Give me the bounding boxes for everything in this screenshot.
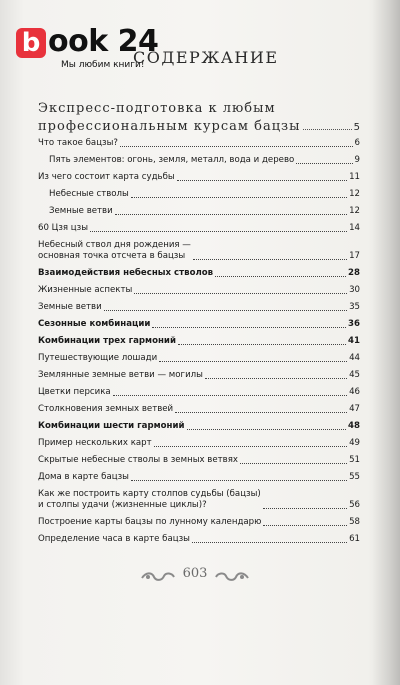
express-line2: профессиональным курсам бацзы — [38, 119, 301, 134]
logo-name: ook 24 — [48, 24, 159, 59]
toc-entry — [38, 387, 360, 398]
toc-entry — [38, 404, 360, 415]
toc-entry-title: Путешествующие лошади — [38, 353, 158, 363]
toc-entry-page: 45 — [349, 370, 360, 380]
page-title: СОДЕРЖАНИЕ — [133, 48, 279, 67]
toc-entry-title-line1: Как же построить карту столпов судьбы (бацзы) — [38, 489, 261, 499]
toc-entry — [38, 285, 360, 296]
toc-entry-page: 56 — [349, 500, 360, 510]
toc-entry — [38, 302, 360, 313]
dot-leader — [177, 180, 347, 181]
toc-entry-title-line2: и столпы удачи (жизненные циклы)? — [38, 500, 207, 510]
toc-entry — [38, 240, 360, 262]
toc-entry — [38, 336, 360, 347]
toc-entry-page: 44 — [349, 353, 360, 363]
dot-leader — [120, 146, 353, 147]
toc-entry-page: 6 — [354, 138, 360, 148]
toc-entry-page: 11 — [349, 172, 360, 182]
toc-entry — [38, 268, 360, 279]
dot-leader — [263, 508, 347, 509]
toc-entry — [38, 172, 360, 183]
toc-entry — [38, 189, 360, 200]
toc-entry-title-line1: Небесный ствол дня рождения — — [38, 240, 191, 250]
dot-leader — [187, 429, 347, 430]
toc-entry-page: 35 — [349, 302, 360, 312]
toc-entry-title: Скрытые небесные стволы в земных ветвях — [38, 455, 238, 465]
dot-leader — [90, 231, 347, 232]
dot-leader — [193, 259, 347, 260]
express-page: 5 — [353, 122, 360, 133]
left-ornament-icon — [140, 570, 176, 584]
toc-entry-page: 55 — [349, 472, 360, 482]
toc-entry — [38, 155, 360, 166]
dot-leader — [192, 542, 347, 543]
toc-entry-title: Комбинации шести гармоний — [38, 421, 185, 431]
toc-entry-title-line2: основная точка отсчета в бацзы — [38, 251, 186, 261]
dot-leader — [131, 480, 347, 481]
toc-entry-page: 9 — [354, 155, 360, 165]
right-ornament-icon — [214, 570, 250, 584]
page-footer — [140, 566, 250, 588]
toc-entry-title: Сезонные комбинации — [38, 319, 151, 329]
toc-entry — [38, 517, 360, 528]
logo-tagline: Мы любим книги! — [61, 60, 145, 70]
toc-entry-page: 48 — [348, 421, 360, 431]
toc-entry-title: Цветки персика — [38, 387, 111, 397]
toc-entry-title: Дома в карте бацзы — [38, 472, 129, 482]
toc-entry-title: Землянные земные ветви — могилы — [38, 370, 203, 380]
toc-entry-title: Из чего состоит карта судьбы — [38, 172, 175, 182]
toc-entry-title: Жизненные аспекты — [38, 285, 133, 295]
dot-leader — [175, 412, 347, 413]
toc-entry-title: Столкновения земных ветвей — [38, 404, 174, 414]
toc-entry-page: 12 — [349, 189, 360, 199]
toc-entry-title: Земные ветви — [38, 302, 102, 312]
dot-leader — [154, 446, 347, 447]
dot-leader — [104, 310, 347, 311]
toc-entry — [38, 353, 360, 364]
dot-leader — [296, 163, 352, 164]
toc-entry — [38, 534, 360, 545]
dot-leader — [205, 378, 347, 379]
toc-entry — [38, 438, 360, 449]
page-number: 603 — [182, 566, 208, 581]
toc-entry-title: Комбинации трех гармоний — [38, 336, 176, 346]
toc-entry — [38, 455, 360, 466]
toc-entry-page: 28 — [348, 268, 360, 278]
toc-entry-title — [38, 489, 261, 511]
toc-entry-page: 17 — [349, 251, 360, 261]
toc-entry — [38, 206, 360, 217]
dot-leader — [113, 395, 347, 396]
dot-leader — [178, 344, 346, 345]
toc-entry-title: 60 Цзя цзы — [38, 223, 89, 233]
toc-entry-title — [38, 240, 191, 262]
dot-leader — [134, 293, 347, 294]
table-of-contents — [38, 138, 360, 551]
toc-entry-title: Небесные стволы — [49, 189, 129, 199]
toc-entry — [38, 319, 360, 330]
toc-entry-title: Пять элементов: огонь, земля, металл, вода и дерево — [49, 155, 295, 165]
dot-leader — [131, 197, 347, 198]
toc-entry-page: 41 — [348, 336, 360, 346]
dot-leader — [215, 276, 346, 277]
dot-leader — [263, 525, 347, 526]
toc-entry — [38, 421, 360, 432]
express-section-entry — [38, 100, 360, 137]
toc-entry-page: 30 — [349, 285, 360, 295]
toc-entry-page: 12 — [349, 206, 360, 216]
toc-entry-title: Что такое бацзы? — [38, 138, 118, 148]
dot-leader — [240, 463, 347, 464]
dot-leader — [152, 327, 346, 328]
dot-leader — [303, 129, 352, 130]
toc-entry-title: Земные ветви — [49, 206, 113, 216]
toc-entry — [38, 472, 360, 483]
express-line1: Экспресс-подготовка к любым — [38, 101, 276, 116]
toc-entry-title: Построение карты бацзы по лунному календарю — [38, 517, 262, 527]
dot-leader — [159, 361, 347, 362]
toc-entry-page: 46 — [349, 387, 360, 397]
toc-entry-page: 14 — [349, 223, 360, 233]
toc-entry — [38, 489, 360, 511]
toc-entry-page: 47 — [349, 404, 360, 414]
spine-shadow — [372, 0, 400, 685]
toc-entry-page: 61 — [349, 534, 360, 544]
toc-entry-page: 51 — [349, 455, 360, 465]
toc-entry-page: 49 — [349, 438, 360, 448]
toc-entry-title: Определение часа в карте бацзы — [38, 534, 190, 544]
toc-entry-page: 58 — [349, 517, 360, 527]
toc-entry — [38, 223, 360, 234]
dot-leader — [115, 214, 347, 215]
logo-letter: b — [16, 28, 46, 58]
toc-entry — [38, 138, 360, 149]
toc-entry-title: Пример нескольких карт — [38, 438, 152, 448]
toc-entry — [38, 370, 360, 381]
toc-entry-page: 36 — [348, 319, 360, 329]
toc-entry-title: Взаимодействия небесных стволов — [38, 268, 214, 278]
